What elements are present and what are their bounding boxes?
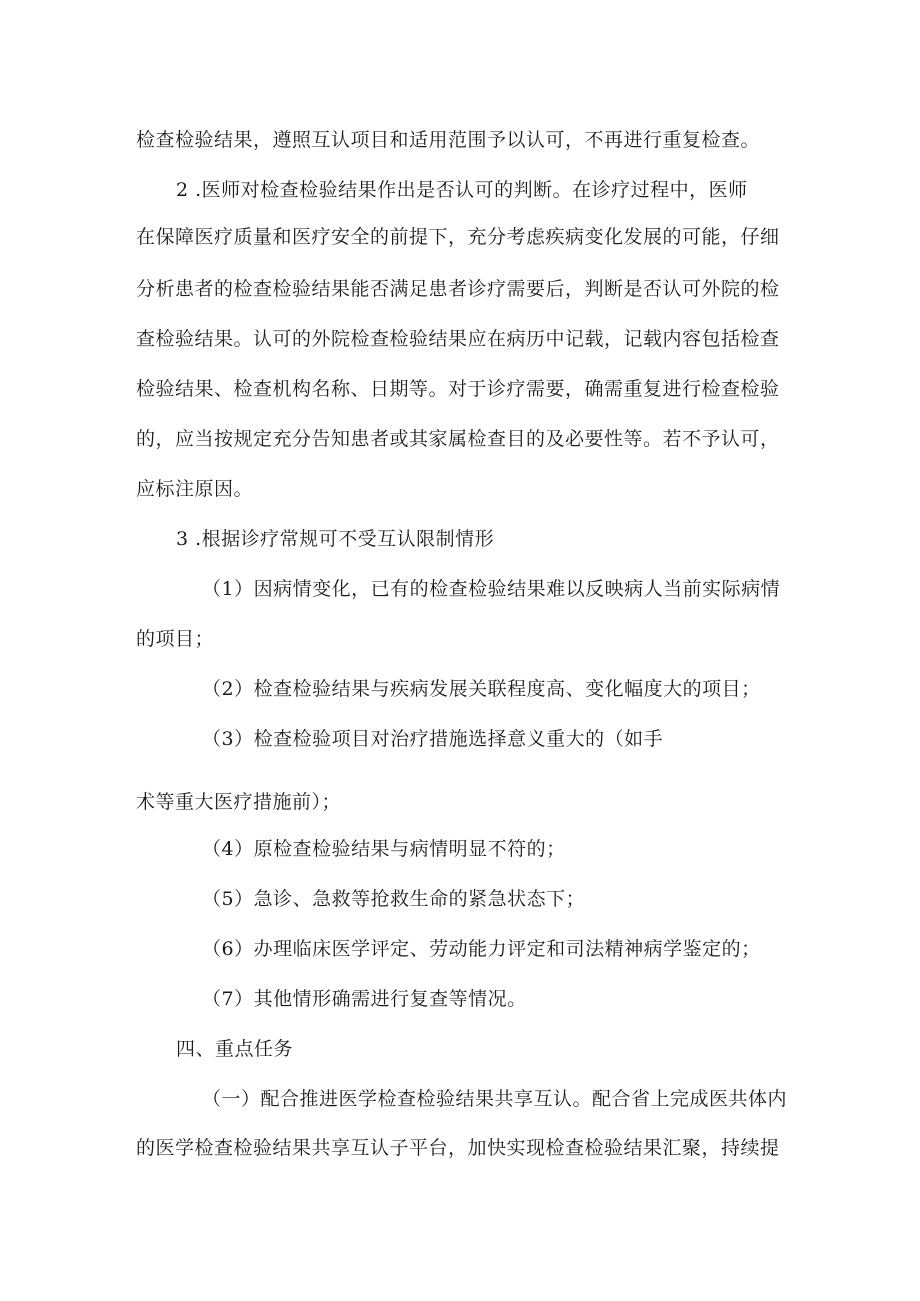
text-line-1: 检查检验结果，遵照互认项目和适用范围予以认可，不再进行重复检查。 <box>136 129 761 151</box>
text-line-9: 3 .根据诊疗常规可不受互认限制情形 <box>176 528 495 550</box>
text-line-4: 分析患者的检查检验结果能否满足患者诊疗需要后，判断是否认可外院的检 <box>136 278 780 300</box>
section-heading: 四、重点任务 <box>176 1038 294 1060</box>
text-line-14: 术等重大医疗措施前）； <box>136 791 342 813</box>
text-line-15: （4）原检查检验结果与病情明显不符的； <box>202 838 566 860</box>
text-line-12: （2）检查检验结果与疾病发展关联程度高、变化幅度大的项目； <box>202 678 761 700</box>
text-line-16: （5）急诊、急救等抢救生命的紧急状态下； <box>202 888 586 910</box>
text-line-20: （一）配合推进医学检查检验结果共享互认。配合省上完成医共体内 <box>202 1088 788 1110</box>
text-line-2: 2 .医师对检查检验结果作出是否认可的判断。在诊疗过程中，医师 <box>176 179 748 201</box>
text-line-11: 的项目； <box>136 628 215 650</box>
text-line-18: （7）其他情形确需进行复查等情况。 <box>202 988 527 1010</box>
text-line-13: （3）检查检验项目对治疗措施选择意义重大的（如手 <box>202 728 664 750</box>
text-line-7: 的，应当按规定充分告知患者或其家属检查目的及必要性等。若不予认可， <box>136 428 780 450</box>
text-line-10: （1）因病情变化，已有的检查检验结果难以反映病人当前实际病情 <box>202 578 781 600</box>
text-line-3: 在保障医疗质量和医疗安全的前提下，充分考虑疾病变化发展的可能，仔细 <box>136 226 780 248</box>
text-line-21: 的医学检查检验结果共享互认子平台，加快实现检查检验结果汇聚，持续提 <box>136 1137 780 1159</box>
text-line-6: 检验结果、检查机构名称、日期等。对于诊疗需要，确需重复进行检查检验 <box>136 378 780 400</box>
text-line-8: 应标注原因。 <box>136 478 254 500</box>
text-line-5: 查检验结果。认可的外院检查检验结果应在病历中记载，记载内容包括检查 <box>136 328 780 350</box>
text-line-17: （6）办理临床医学评定、劳动能力评定和司法精神病学鉴定的； <box>202 938 761 960</box>
